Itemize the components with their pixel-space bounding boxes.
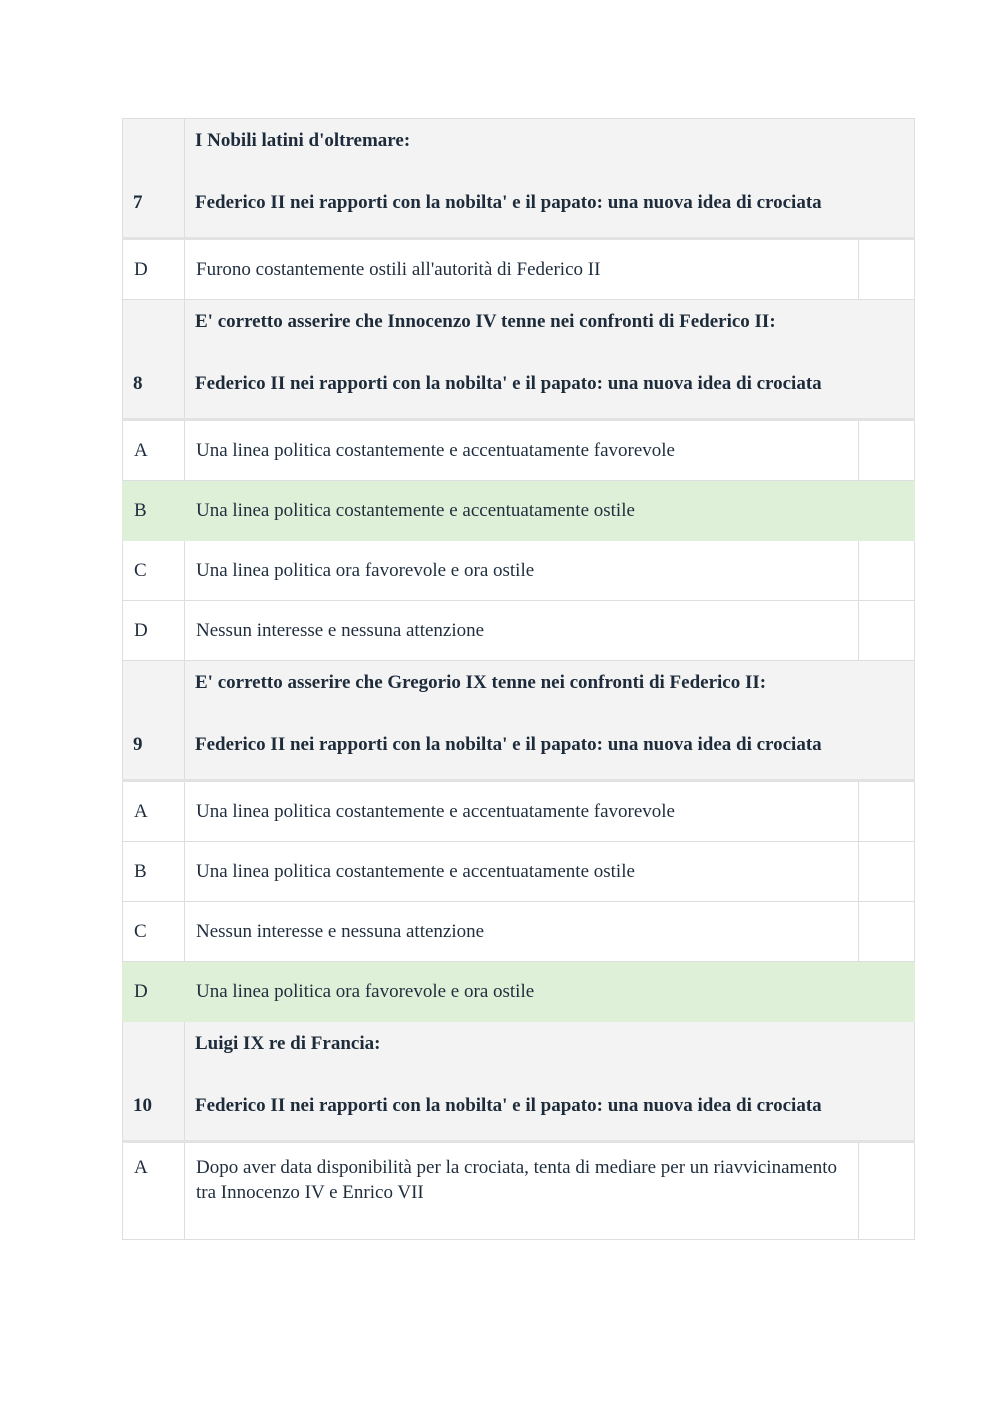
question-number: 10 bbox=[123, 1022, 185, 1142]
answer-text: Furono costantemente ostili all'autorità di Federico II bbox=[185, 239, 859, 300]
answer-row-correct bbox=[123, 962, 915, 1022]
answer-text: Nessun interesse e nessuna attenzione bbox=[185, 601, 859, 661]
question-title: I Nobili latini d'oltremare: bbox=[195, 130, 411, 151]
answer-text: Una linea politica costantemente e accentuatamente ostile bbox=[185, 481, 859, 541]
question-number: 8 bbox=[123, 300, 185, 420]
answer-text: Una linea politica ora favorevole e ora ostile bbox=[185, 541, 859, 601]
answer-row bbox=[123, 239, 915, 300]
answer-mark-cell bbox=[859, 481, 915, 541]
answer-mark-cell bbox=[859, 1142, 915, 1240]
question-cell bbox=[185, 1022, 915, 1142]
answer-letter: B bbox=[123, 481, 185, 541]
answer-mark-cell bbox=[859, 239, 915, 300]
question-number: 7 bbox=[123, 119, 185, 239]
question-topic: Federico II nei rapporti con la nobilta' e il papato: una nuova idea di crociata bbox=[195, 1095, 822, 1116]
answer-text: Dopo aver data disponibilità per la crociata, tenta di mediare per un riavvicinamento tra Innocenzo IV e Enrico VII bbox=[185, 1142, 859, 1240]
answer-mark-cell bbox=[859, 842, 915, 902]
answer-text: Nessun interesse e nessuna attenzione bbox=[185, 902, 859, 962]
answer-letter: D bbox=[123, 962, 185, 1022]
question-row bbox=[123, 300, 915, 420]
answer-mark-cell bbox=[859, 781, 915, 842]
question-row bbox=[123, 1022, 915, 1142]
answer-letter: A bbox=[123, 420, 185, 481]
question-cell bbox=[185, 300, 915, 420]
question-row bbox=[123, 661, 915, 781]
answer-letter: C bbox=[123, 541, 185, 601]
answer-row bbox=[123, 902, 915, 962]
answer-row bbox=[123, 541, 915, 601]
answer-mark-cell bbox=[859, 541, 915, 601]
answer-row bbox=[123, 842, 915, 902]
question-cell bbox=[185, 661, 915, 781]
answer-row bbox=[123, 1142, 915, 1240]
question-topic: Federico II nei rapporti con la nobilta' e il papato: una nuova idea di crociata bbox=[195, 734, 822, 755]
answer-row-correct bbox=[123, 481, 915, 541]
answer-letter: D bbox=[123, 239, 185, 300]
quiz-table bbox=[122, 118, 915, 1240]
answer-letter: C bbox=[123, 902, 185, 962]
answer-text: Una linea politica ora favorevole e ora ostile bbox=[185, 962, 859, 1022]
answer-row bbox=[123, 420, 915, 481]
answer-mark-cell bbox=[859, 420, 915, 481]
answer-letter: B bbox=[123, 842, 185, 902]
answer-letter: A bbox=[123, 781, 185, 842]
answer-row bbox=[123, 781, 915, 842]
question-topic: Federico II nei rapporti con la nobilta' e il papato: una nuova idea di crociata bbox=[195, 192, 822, 213]
answer-text: Una linea politica costantemente e accentuatamente favorevole bbox=[185, 420, 859, 481]
answer-row bbox=[123, 601, 915, 661]
answer-mark-cell bbox=[859, 962, 915, 1022]
question-cell bbox=[185, 119, 915, 239]
question-title: Luigi IX re di Francia: bbox=[195, 1033, 381, 1054]
answer-mark-cell bbox=[859, 601, 915, 661]
question-title: E' corretto asserire che Innocenzo IV tenne nei confronti di Federico II: bbox=[195, 311, 776, 332]
question-number: 9 bbox=[123, 661, 185, 781]
answer-text: Una linea politica costantemente e accentuatamente favorevole bbox=[185, 781, 859, 842]
answer-letter: A bbox=[123, 1142, 185, 1240]
answer-text: Una linea politica costantemente e accentuatamente ostile bbox=[185, 842, 859, 902]
answer-mark-cell bbox=[859, 902, 915, 962]
question-topic: Federico II nei rapporti con la nobilta' e il papato: una nuova idea di crociata bbox=[195, 373, 822, 394]
answer-letter: D bbox=[123, 601, 185, 661]
question-title: E' corretto asserire che Gregorio IX tenne nei confronti di Federico II: bbox=[195, 672, 767, 693]
question-row bbox=[123, 119, 915, 239]
